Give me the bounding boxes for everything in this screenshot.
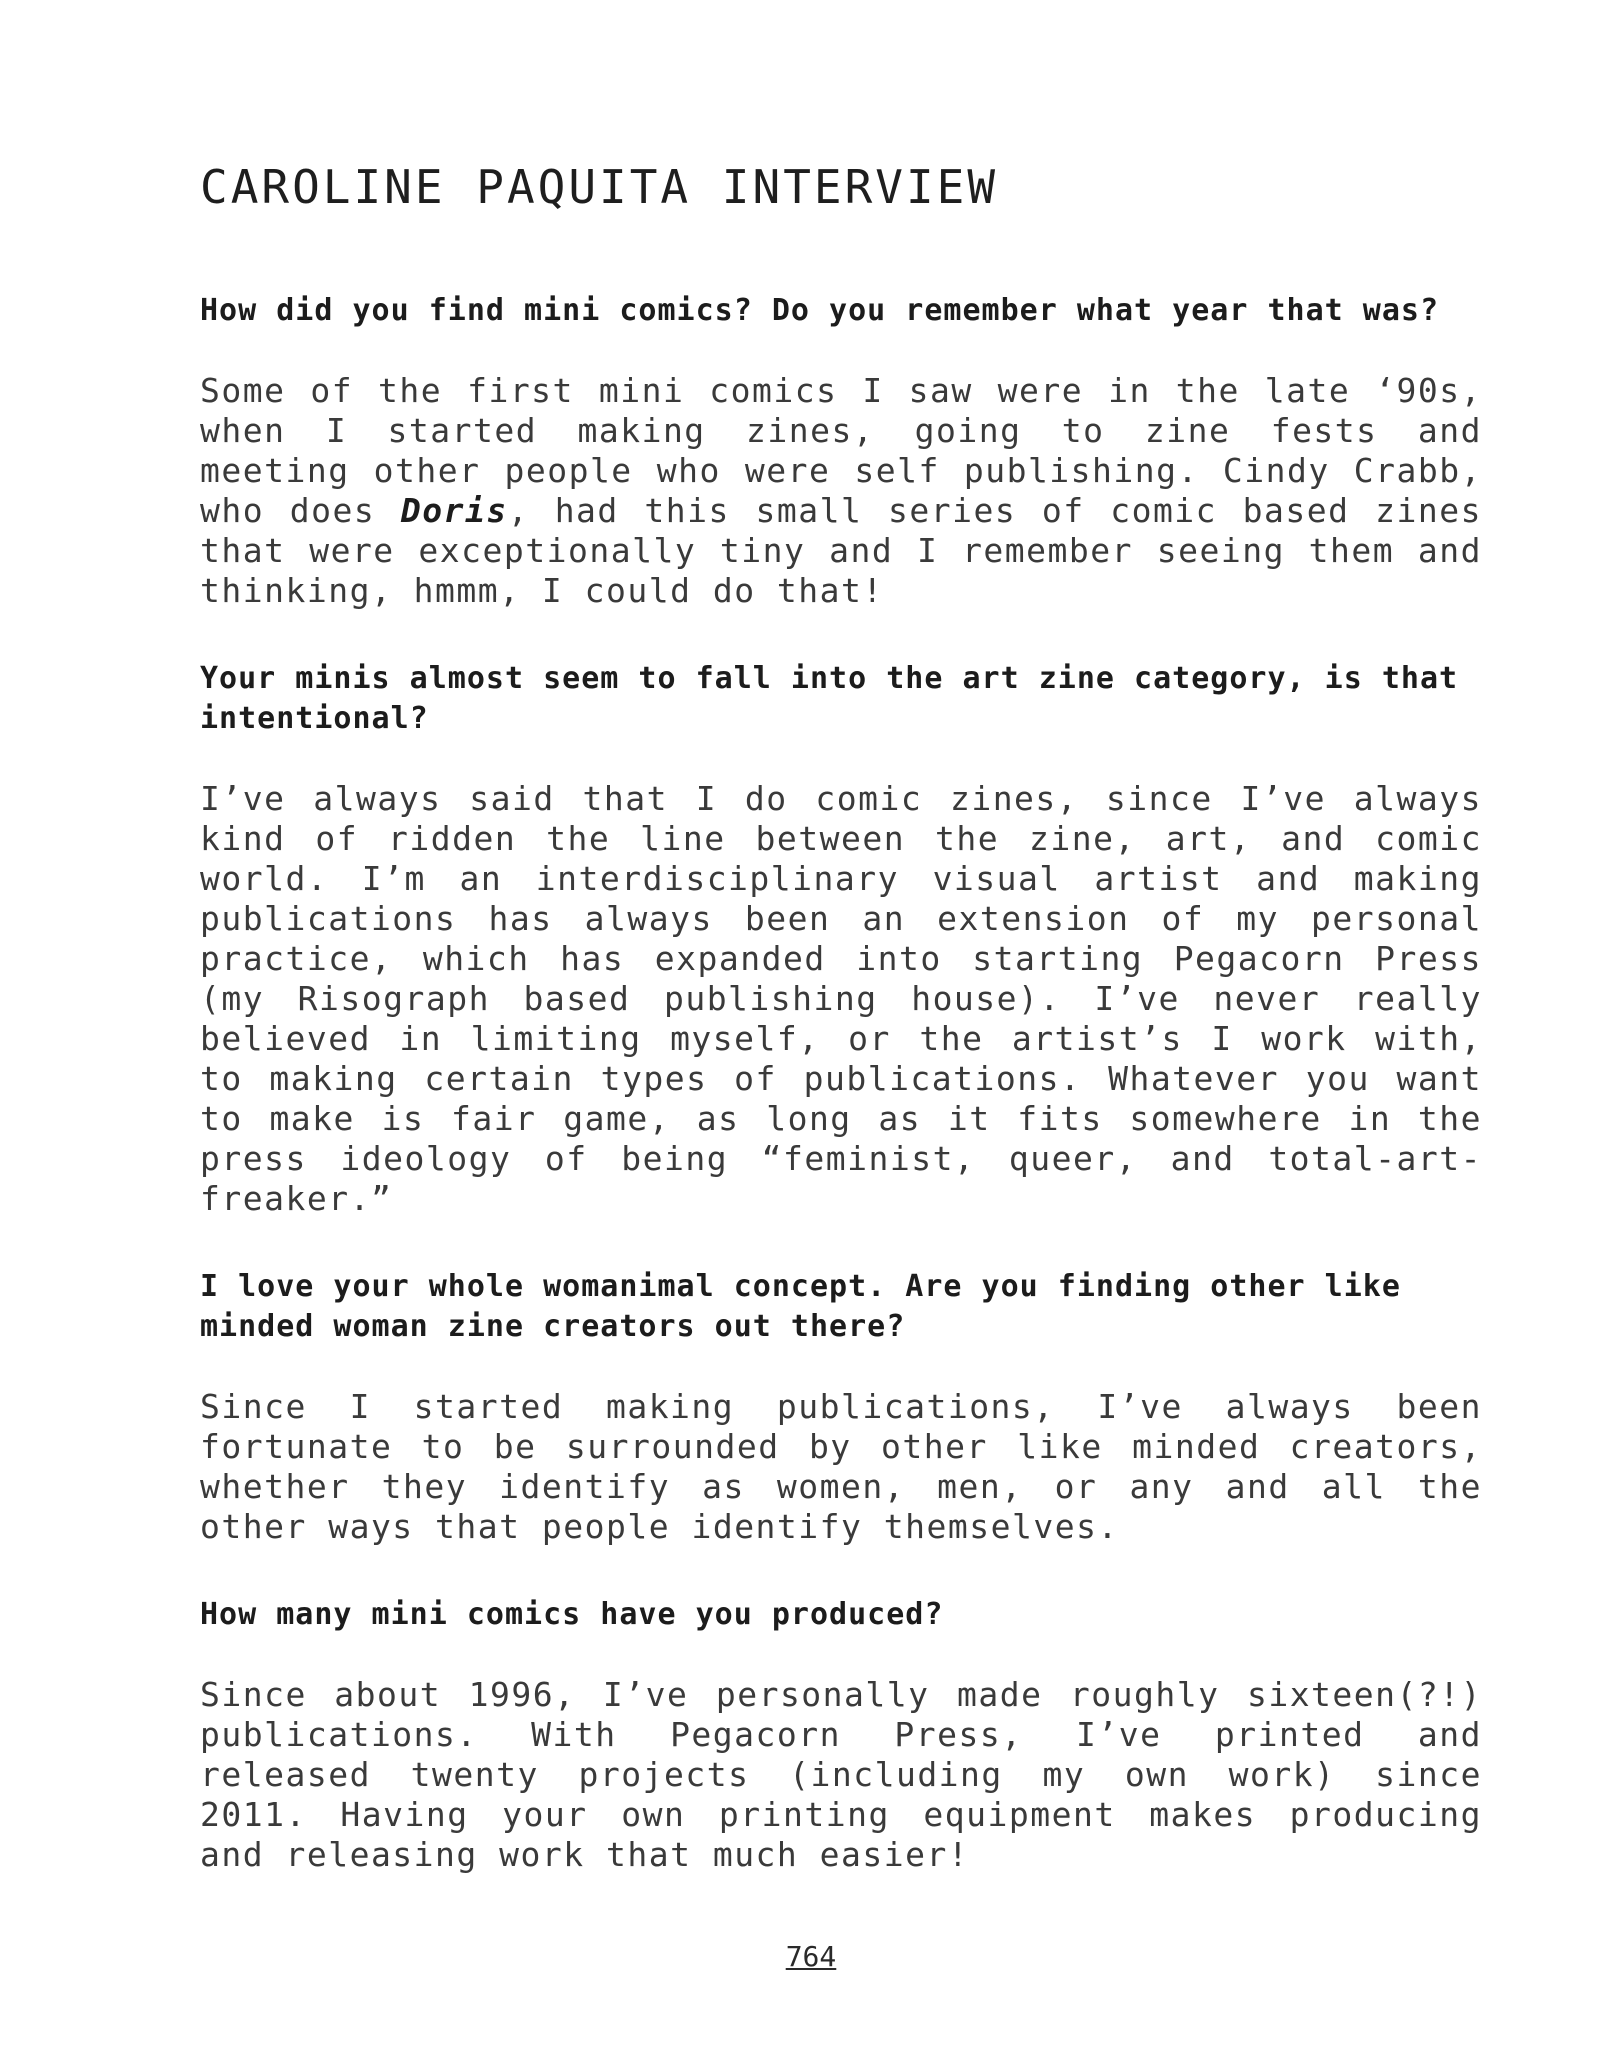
page-title: CAROLINE PAQUITA INTERVIEW xyxy=(200,160,999,214)
question-1: How did you find mini comics? Do you remember what year that was? xyxy=(200,293,1439,329)
qa-item-4 xyxy=(200,1595,1482,1875)
question-3: I love your whole womanimal concept. Are you finding other like minded woman zine creators out there? xyxy=(200,1269,1401,1345)
qa-item-2 xyxy=(200,659,1482,1219)
answer-1-text-before: Some of the first mini comics I saw were in the late ‘90s, when I started making zines, going to zine fests and meeting other people who were self publishing. Cindy Crabb, who does xyxy=(200,371,1482,531)
qa-item-3 xyxy=(200,1267,1482,1547)
answer-4: Since about 1996, I’ve personally made roughly sixteen(?!) publications. With Pegacorn Press, I’ve printed and released twenty projects (including my own work) since 2011. Having your own printing equipment makes producing and releasing work that much easier! xyxy=(200,1675,1482,1875)
answer-3: Since I started making publications, I’ve always been fortunate to be surrounded by other like minded creators, whether they identify as women, men, or any and all the other ways that people identify themselves. xyxy=(200,1387,1482,1547)
answer-1-title-doris: Doris xyxy=(400,491,508,531)
page-number: 764 xyxy=(785,1940,837,1973)
question-2: Your minis almost seem to fall into the art zine category, is that intentional? xyxy=(200,661,1459,737)
qa-item-1 xyxy=(200,291,1482,611)
answer-2: I’ve always said that I do comic zines, since I’ve always kind of ridden the line between the zine, art, and comic world. I’m an interdisciplinary visual artist and making publications has always been an extension of my personal practice, which has expanded into starting Pegacorn Press (my Risograph based publishing house). I’ve never really believed in limiting myself, or the artist’s I work with, to making certain types of publications. Whatever you want to make is fair game, as long as it fits somewhere in the press ideology of being “feminist, queer, and total-art-freaker.” xyxy=(200,779,1482,1219)
interview-page xyxy=(200,160,1482,1923)
answer-1-text-after: , had this small series of comic based zines that were exceptionally tiny and I remember seeing them and thinking, hmmm, I could do that! xyxy=(200,491,1482,611)
question-4: How many mini comics have you produced? xyxy=(200,1597,944,1633)
answer-1 xyxy=(200,371,1482,611)
